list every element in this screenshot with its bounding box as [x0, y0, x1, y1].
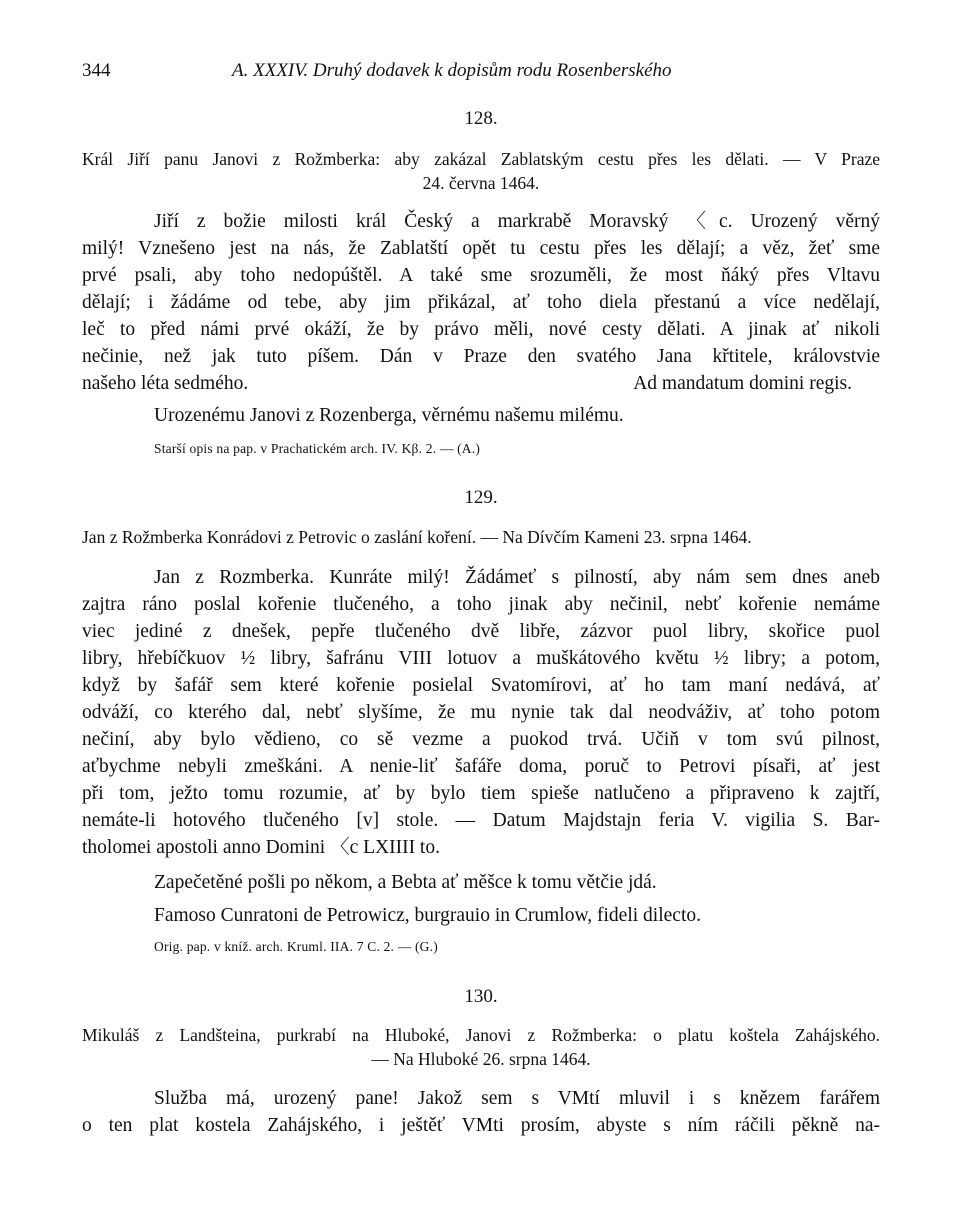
source-note-129: Orig. pap. v kníž. arch. Kruml. IIA. 7 C. 2. — (G.)	[154, 939, 438, 954]
closing-mandate: Ad mandatum domini regis.	[633, 373, 852, 394]
page-header	[82, 60, 880, 88]
text-line: leč to před námi prvé okáží, že by právo měli, nové cesty dělati. A jinak ať nikoli	[82, 319, 880, 340]
text-line: tholomei apostoli anno Domini 〈c LXIIII to.	[82, 837, 440, 858]
postscript-129: Zapečetěné pošli po někom, a Bebta ať měšce k tomu větčie jdá.	[154, 872, 657, 893]
letter-address-128: Urozenému Janovi z Rozenberga, věrnému našemu milému.	[154, 405, 624, 426]
text-line: dělají; i žádáme od tebe, aby jim přikázal, ať toho diela přestanú a více nedělají,	[82, 292, 880, 313]
text-line: o ten plat kostela Zahájského, i ještěť VMti prosím, abyste s ním ráčili pěkně na-	[82, 1115, 880, 1136]
text-line: libry, hřebíčkuov ½ libry, šafránu VIII lotuov a muškátového květu ½ libry; a potom,	[82, 648, 880, 669]
text-line: Jiří z božie milosti král Český a markrabě Moravský 〈c. Urozený věrný	[154, 211, 880, 232]
letter-number-128: 128.	[464, 108, 498, 129]
text-line: viec jediné z dnešek, pepře tlučeného dvě libře, zázvor puol libry, skořice puol	[82, 621, 880, 642]
text-line: když by šafář sem které kořenie posielal Svatomírovi, ať ho tam maní nedává, ať	[82, 675, 880, 696]
letter-number-129: 129.	[464, 487, 498, 508]
letter-body-129	[82, 564, 880, 861]
text-line: nečinie, než jak tuto píšem. Dán v Praze den svatého Jana křtitele, královstvie	[82, 346, 880, 367]
closing-line	[82, 370, 880, 397]
text-line: zajtra ráno poslal kořenie tlučeného, a toho jinak aby nečinil, nebť kořenie nemáme	[82, 594, 880, 615]
text-line: odváží, co kterého dal, nebť slyšíme, že mu nynie tak dal neodváživ, ať toho potom	[82, 702, 880, 723]
running-title: A. XXXIV. Druhý dodavek k dopisům rodu Rosenberského	[232, 60, 672, 81]
text-line: Jan z Rozmberka. Kunráte milý! Žádámeť s pilností, aby nám sem dnes aneb	[154, 567, 880, 588]
closing-date: našeho léta sedmého.	[82, 373, 249, 394]
text-line: nečiní, aby bylo vědieno, co sě vezme a puokod trvá. Učiň v tom svú pilnost,	[82, 729, 880, 750]
letter-title-128: Král Jiří panu Janovi z Rožmberka: aby zakázal Zablatským cestu přes les dělati. — V Praze 24. června 1464.	[82, 149, 880, 193]
text-line: Služba má, urozený pane! Jakož sem s VMtí mluvil i s knězem farářem	[154, 1088, 880, 1109]
source-note-128: Starší opis na pap. v Prachatickém arch. IV. Kβ. 2. — (A.)	[154, 441, 481, 456]
text-line: prvé psali, aby toho nedopúštěl. A také sme srozuměli, že most ňáký přes Vltavu	[82, 265, 880, 286]
page-number: 344	[82, 60, 111, 81]
text-line: při tom, ježto tomu rozumie, ať by bylo tiem spieše natlučeno a připraveno k zajtří,	[82, 783, 880, 804]
letter-number-130: 130.	[464, 986, 498, 1007]
letter-address-129: Famoso Cunratoni de Petrowicz, burgrauio in Crumlow, fideli dilecto.	[154, 905, 701, 926]
letter-title-130: Mikuláš z Landšteina, purkrabí na Hluboké, Janovi z Rožmberka: o platu koštela Zahájského. — Na Hluboké 26. srpna 1464.	[82, 1025, 880, 1069]
text-line: aťbychme nebyli zmeškáni. A nenie-liť šafáře doma, poruč to Petrovi písaři, ať jest	[82, 756, 880, 777]
text-line: nemáte-li hotového tlučeného [v] stole. — Datum Majdstajn feria V. vigilia S. Bar-	[82, 810, 880, 831]
letter-body-130	[82, 1085, 880, 1139]
text-line: milý! Vznešeno jest na nás, že Zablatští opět tu cestu přes les dělají; a věz, žeť sme	[82, 238, 880, 259]
letter-title-129: Jan z Rožmberka Konrádovi z Petrovic o zaslání koření. — Na Dívčím Kameni 23. srpna 1464.	[82, 527, 752, 547]
letter-body-128	[82, 208, 880, 397]
